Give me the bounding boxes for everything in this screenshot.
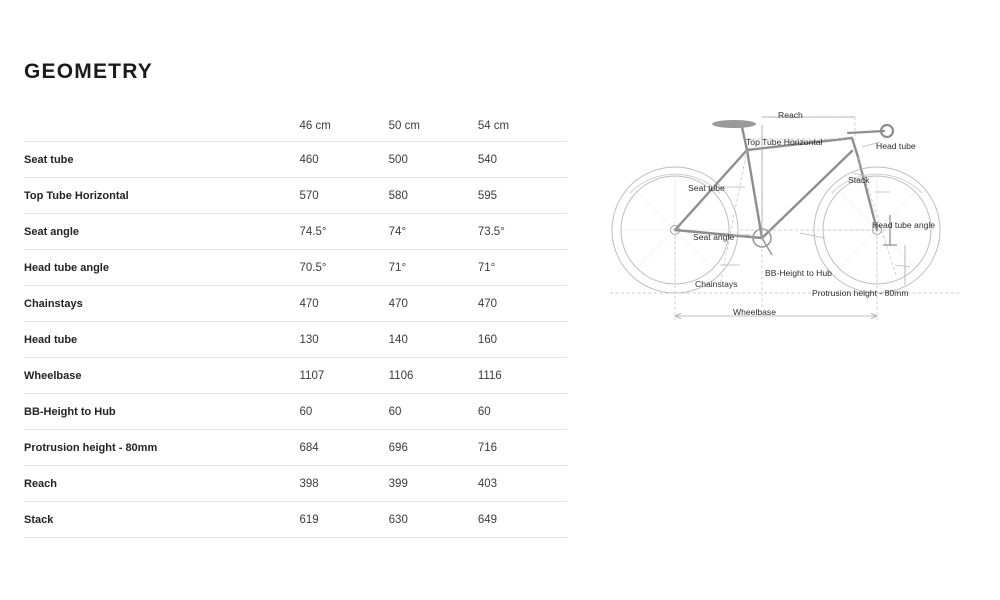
row-value-50: 1106 xyxy=(389,358,478,394)
row-value-54: 540 xyxy=(478,142,567,178)
row-value-50: 696 xyxy=(389,430,478,466)
table-row xyxy=(24,178,567,214)
row-label: Head tube xyxy=(24,322,300,358)
table-row xyxy=(24,142,567,178)
label-bb-height-to-hub: BB-Height to Hub xyxy=(765,268,832,278)
label-chainstays: Chainstays xyxy=(695,279,738,289)
header-cell-label xyxy=(24,110,300,142)
table-header-row xyxy=(24,110,567,142)
fender-decoration xyxy=(630,174,922,193)
row-value-54: 160 xyxy=(478,322,567,358)
row-label: Stack xyxy=(24,502,300,538)
row-label: Protrusion height - 80mm xyxy=(24,430,300,466)
row-value-50: 470 xyxy=(389,286,478,322)
bike-geometry-diagram xyxy=(600,95,990,355)
table-row xyxy=(24,430,567,466)
row-value-46: 470 xyxy=(300,286,389,322)
row-value-54: 595 xyxy=(478,178,567,214)
table-row xyxy=(24,394,567,430)
row-label: Seat tube xyxy=(24,142,300,178)
row-value-54: 403 xyxy=(478,466,567,502)
row-value-54: 71° xyxy=(478,250,567,286)
table-head xyxy=(24,110,567,142)
table-row xyxy=(24,466,567,502)
header-cell-size-46: 46 cm xyxy=(300,110,389,142)
header-cell-size-50: 50 cm xyxy=(389,110,478,142)
row-label: Top Tube Horizontal xyxy=(24,178,300,214)
label-head-tube: Head tube xyxy=(876,141,916,151)
row-label: BB-Height to Hub xyxy=(24,394,300,430)
header-cell-size-54: 54 cm xyxy=(478,110,567,142)
label-reach: Reach xyxy=(778,110,803,120)
table-row xyxy=(24,358,567,394)
row-value-50: 399 xyxy=(389,466,478,502)
row-value-46: 130 xyxy=(300,322,389,358)
row-value-46: 460 xyxy=(300,142,389,178)
label-protrusion-height: Protrusion height - 80mm xyxy=(812,288,909,298)
label-wheelbase: Wheelbase xyxy=(733,307,776,317)
row-value-50: 580 xyxy=(389,178,478,214)
row-label: Head tube angle xyxy=(24,250,300,286)
crank-icon xyxy=(753,229,772,255)
row-value-50: 71° xyxy=(389,250,478,286)
row-label: Chainstays xyxy=(24,286,300,322)
saddle-icon xyxy=(712,120,756,128)
row-value-50: 74° xyxy=(389,214,478,250)
row-value-46: 619 xyxy=(300,502,389,538)
row-label: Wheelbase xyxy=(24,358,300,394)
row-value-46: 1107 xyxy=(300,358,389,394)
geometry-table xyxy=(24,110,567,538)
table-row xyxy=(24,214,567,250)
row-value-46: 570 xyxy=(300,178,389,214)
row-value-54: 60 xyxy=(478,394,567,430)
row-value-46: 74.5° xyxy=(300,214,389,250)
table-row xyxy=(24,286,567,322)
label-seat-angle: Seat angle xyxy=(693,232,735,242)
label-seat-tube: Seat tube xyxy=(688,183,725,193)
row-value-54: 716 xyxy=(478,430,567,466)
label-top-tube-horizontal: Top Tube Horizontal xyxy=(746,137,823,147)
row-value-46: 398 xyxy=(300,466,389,502)
row-value-50: 500 xyxy=(389,142,478,178)
table-row xyxy=(24,502,567,538)
row-value-46: 70.5° xyxy=(300,250,389,286)
table-body xyxy=(24,142,567,538)
row-label: Reach xyxy=(24,466,300,502)
row-value-54: 73.5° xyxy=(478,214,567,250)
label-stack: Stack xyxy=(848,175,870,185)
label-head-tube-angle: Head tube angle xyxy=(872,220,936,230)
row-label: Seat angle xyxy=(24,214,300,250)
row-value-46: 684 xyxy=(300,430,389,466)
row-value-54: 470 xyxy=(478,286,567,322)
page-title: GEOMETRY xyxy=(24,60,153,83)
row-value-50: 140 xyxy=(389,322,478,358)
row-value-50: 60 xyxy=(389,394,478,430)
row-value-50: 630 xyxy=(389,502,478,538)
row-value-46: 60 xyxy=(300,394,389,430)
row-value-54: 649 xyxy=(478,502,567,538)
table-row xyxy=(24,322,567,358)
table-row xyxy=(24,250,567,286)
row-value-54: 1116 xyxy=(478,358,567,394)
